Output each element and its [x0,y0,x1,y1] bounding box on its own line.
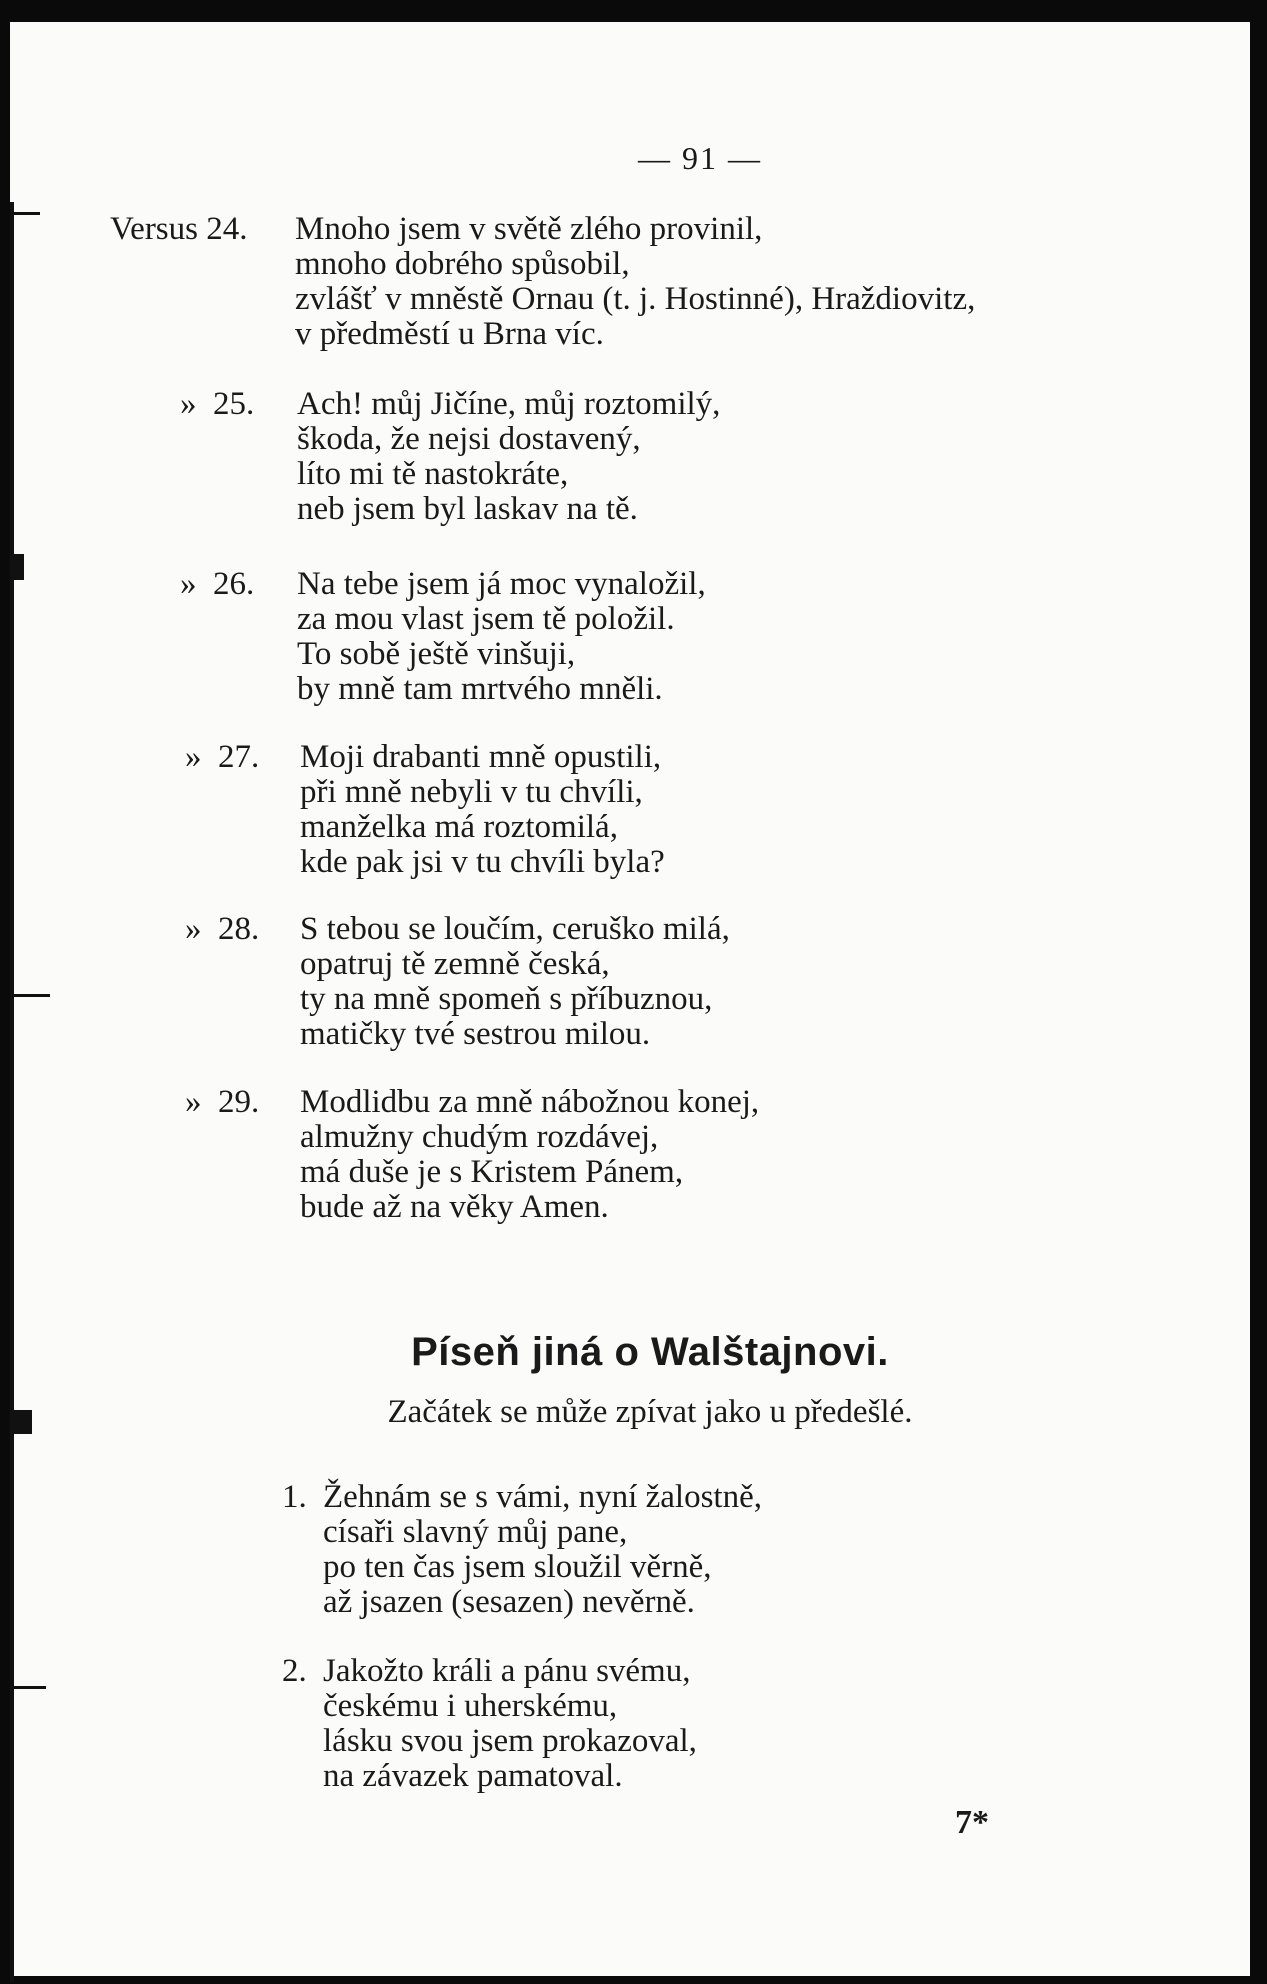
verse-line: Mnoho jsem v světě zlého provinil, [295,211,763,247]
verse-line: matičky tvé sestrou milou. [300,1016,651,1052]
verse-line: Modlidbu za mně nábožnou konej, [300,1084,760,1120]
verse-label: » 26. [180,566,255,602]
verse-line: až jsazen (sesazen) nevěrně. [323,1584,695,1620]
verse-line: mnoho dobrého spůsobil, [295,246,630,282]
verse-line: za mou vlast jsem tě položil. [297,601,675,637]
verse-line: v předměstí u Brna víc. [295,316,604,352]
scan-edge-marks [10,22,70,1976]
verse-line: S tebou se loučím, ceruško milá, [300,911,730,947]
verse-line: neb jsem byl laskav na tě. [297,491,638,527]
verse-label: 1. [282,1479,307,1515]
verse-line: má duše je s Kristem Pánem, [300,1154,684,1190]
verse-line: To sobě ještě vinšuji, [297,636,576,672]
verse-line: Žehnám se s vámi, nyní žalostně, [323,1479,762,1515]
verse-line: kde pak jsi v tu chvíli byla? [300,844,665,880]
verse-line: líto mi tě nastokráte, [297,456,569,492]
verse-label: 2. [282,1653,307,1689]
verse-line: opatruj tě zemně česká, [300,946,610,982]
book-page [10,22,1250,1976]
verse-line: Jakožto králi a pánu svému, [323,1653,691,1689]
verse-line: Moji drabanti mně opustili, [300,739,662,775]
verse-line: Na tebe jsem já moc vynaložil, [297,566,706,602]
verse-label: Versus 24. [110,211,248,247]
verse-line: by mně tam mrtvého mněli. [297,671,663,707]
verse-line: po ten čas jsem sloužil věrně, [323,1549,712,1585]
verse-label: » 28. [185,911,260,947]
verse-line: českému i uherskému, [323,1688,618,1724]
verse-line: lásku svou jsem prokazoval, [323,1723,697,1759]
verse-line: na závazek pamatoval. [323,1758,623,1794]
verse-line: císaři slavný můj pane, [323,1514,628,1550]
page-number: — 91 — [638,140,762,176]
verse-label: » 25. [180,386,255,422]
verse-line: škoda, že nejsi dostavený, [297,421,641,457]
verse-line: almužny chudým rozdávej, [300,1119,659,1155]
signature-mark: 7* [955,1804,989,1841]
verse-line: bude až na věky Amen. [300,1189,609,1225]
verse-label: » 27. [185,739,260,775]
section-subtitle: Začátek se může zpívat jako u předešlé. [387,1394,913,1430]
verse-line: ty na mně spomeň s příbuznou, [300,981,713,1017]
verse-line: zvlášť v mněstě Ornau (t. j. Hostinné), Hraždiovitz, [295,281,976,317]
verse-line: při mně nebyli v tu chvíli, [300,774,643,810]
verse-line: Ach! můj Jičíne, můj roztomilý, [297,386,721,422]
verse-line: manželka má roztomilá, [300,809,618,845]
section-title: Píseň jiná o Walštajnovi. [411,1330,889,1374]
verse-label: » 29. [185,1084,260,1120]
